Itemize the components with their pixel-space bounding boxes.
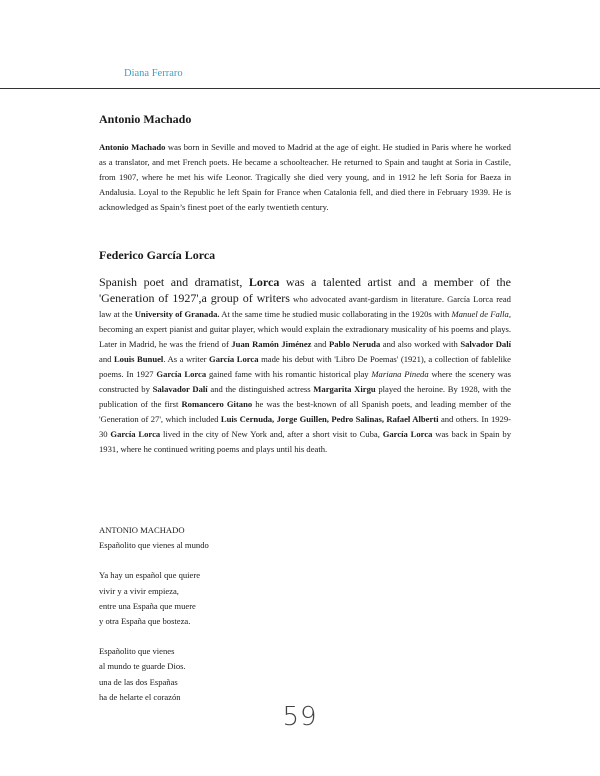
lorca-bold-8: García Lorca [156, 369, 207, 379]
main-content [99, 112, 511, 457]
lorca-text-10: made his debut with 'Libro De Poemas' (1921), a collection of fablelike poems. In 1927 [99, 354, 511, 379]
lorca-text-17: lived in the city of New York and, after a short visit to Cuba, [160, 429, 383, 439]
poem-line: ha de helarte el corazón [99, 691, 181, 702]
poem [99, 523, 399, 720]
lorca-paragraph [99, 275, 511, 457]
poem-stanza-1 [99, 568, 399, 629]
poem-title: ANTONIO MACHADO [99, 525, 185, 535]
lorca-text-11: gained fame with his romantic historical play [206, 369, 372, 379]
lorca-text-18: was back in Spain by 1931, where he continued writing poems and plays until his death. [99, 429, 511, 454]
poem-line: Españolito que vienes [99, 646, 175, 657]
poem-line: entre una España que muere [99, 600, 196, 611]
header-author: Diana Ferraro [124, 68, 183, 79]
poem-line: al mundo te guarde Dios. [99, 661, 186, 672]
poem-stanza-2 [99, 644, 399, 705]
machado-text: was born in Seville and moved to Madrid at the age of eight. He studied in Paris where he worked as a translator, and met French poets. He became a schoolteacher. He returned to Spain and taught at Soria in Castile, from 1907, where he met his wife Leonor. Tragically she died very young, and in 1912 he left Soria for Baeza in Andalusia. Loyal to the Republic he left Spain for France when Catalonia fell, and died there in February 1939. He is acknowledged as Spain’s finest poet of the early twentieth century. [99, 142, 511, 212]
poem-line: Ya hay un español que quiere [99, 570, 201, 581]
lorca-text-16: and others. In 1929-30 [99, 414, 511, 439]
lorca-bold-2: University of Granada. [134, 309, 220, 319]
lorca-text-6: and [311, 339, 329, 349]
lorca-text-12: where the scenery was constructed by [99, 369, 511, 394]
lorca-bold-12: Luis Cernuda, Jorge Guillen, Pedro Salinas, Rafael Alberti [220, 414, 439, 424]
lorca-text-5: becoming an expert pianist and guitar player, which would explain the extradionary musicality of his poems and plays. Later in Madrid, he was the friend of [99, 324, 511, 349]
lorca-bold-9: Salavador Dalí [152, 384, 208, 394]
lorca-text-3: who advocated avant-gardism in literature. García Lorca read law at the [99, 294, 511, 319]
lorca-text-8: and [99, 354, 114, 364]
lorca-italic-2: Mariana Pineda [371, 369, 429, 379]
lorca-bold-3: Juan Ramón Jiménez [231, 339, 312, 349]
lorca-text-14: played the heroine. By 1928, with the publication of the first [99, 384, 511, 409]
poem-subtitle: Españolito que vienes al mundo [99, 540, 209, 551]
lorca-text-13: and the distinguished actress [207, 384, 314, 394]
lorca-bold-1: Lorca [248, 275, 280, 289]
lorca-bold-14: García Lorca [382, 429, 433, 439]
machado-name: Antonio Machado [99, 142, 166, 152]
lorca-text-4: At the same time he studied music collaborating in the 1920s with [219, 309, 452, 319]
lorca-italic-1: Manuel de Falla, [451, 309, 511, 319]
lorca-text-1: Spanish poet and dramatist, [99, 275, 249, 289]
lorca-text-15: he was the best-known of all Spanish poets, and leading member of the 'Generation of 27', which included [99, 399, 512, 424]
lorca-text-7: and also worked with [380, 339, 461, 349]
lorca-text-2: was a talented artist and a member of the 'Generation of 1927',a group of writers [99, 275, 511, 305]
poem-line: vivir y a vivir empieza, [99, 585, 179, 596]
machado-heading: Antonio Machado [99, 112, 192, 126]
lorca-bold-7: García Lorca [209, 354, 259, 364]
page-number: 59 [282, 702, 318, 732]
poem-line: una de las dos Españas [99, 676, 178, 687]
lorca-text-9: . As a writer [163, 354, 210, 364]
lorca-bold-4: Pablo Neruda [328, 339, 381, 349]
header-divider [0, 88, 600, 89]
lorca-bold-6: Louis Bunuel [113, 354, 164, 364]
machado-paragraph [99, 140, 511, 215]
poem-line: y otra España que bosteza. [99, 616, 191, 627]
lorca-heading: Federico García Lorca [99, 248, 216, 262]
lorca-bold-13: García Lorca [110, 429, 161, 439]
lorca-bold-11: Romancero Gitano [181, 399, 253, 409]
lorca-bold-10: Margarita Xirgu [313, 384, 376, 394]
lorca-bold-5: Salvador Dalí [460, 339, 511, 349]
